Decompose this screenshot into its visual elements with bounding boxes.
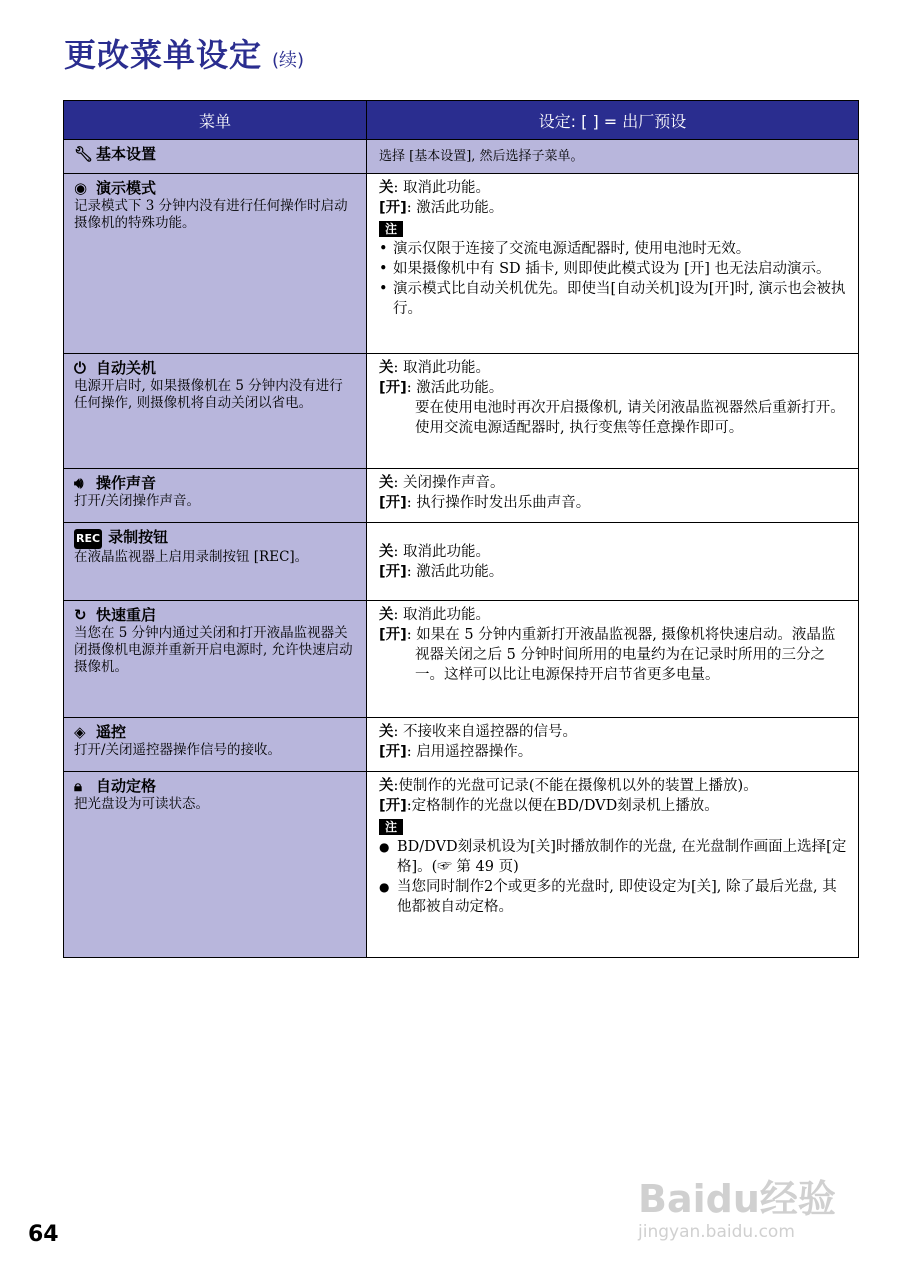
option-off-text: : 取消此功能。 <box>393 543 490 560</box>
speaker-icon: 🔊︎ <box>74 474 84 492</box>
table-row <box>64 354 859 469</box>
menu-title-basic: 基本设置 <box>96 145 157 163</box>
menu-desc-sound: 打开/关闭操作声音。 <box>74 493 201 509</box>
option-off-key: 关 <box>379 778 394 794</box>
menu-title-finalize: 自动定格 <box>96 777 157 795</box>
option-off-text: : 取消此功能。 <box>393 360 490 376</box>
page-title: 更改菜单设定 <box>64 36 263 74</box>
option-on-key: [开] <box>379 495 407 511</box>
menu-title-sound: 操作声音 <box>96 474 157 492</box>
option-off-key: 关 <box>379 180 394 196</box>
menu-cell-autopower <box>64 354 367 469</box>
option-off-key: 关 <box>379 543 394 560</box>
setting-cell-sound <box>367 469 859 523</box>
setting-cell-basic <box>367 140 859 174</box>
option-on-text: : 执行操作时发出乐曲声音。 <box>406 495 591 511</box>
menu-cell-rec <box>64 523 367 601</box>
page-number: 64 <box>28 1222 59 1247</box>
setting-cell-remote <box>367 718 859 772</box>
wrench-icon: 🔧︎ <box>74 145 94 163</box>
demo-icon: ◉ <box>74 179 88 197</box>
menu-title-autopower: 自动关机 <box>96 359 157 377</box>
menu-desc-demo: 记录模式下 3 分钟内没有进行任何操作时启动摄像机的特殊功能。 <box>74 198 348 231</box>
menu-title-quick: 快速重启 <box>96 606 157 624</box>
watermark-logo: Baidu经验 <box>638 1177 836 1221</box>
menu-settings-table <box>63 100 859 958</box>
option-off-text: : 取消此功能。 <box>393 180 490 196</box>
watermark-url: jingyan.baidu.com <box>638 1222 795 1242</box>
setting-cell-quick <box>367 601 859 718</box>
option-off-text: :使制作的光盘可记录(不能在摄像机以外的装置上播放)。 <box>393 778 758 794</box>
menu-title-rec: 录制按钮 <box>108 528 169 546</box>
option-on-key: [开] <box>379 627 407 643</box>
option-on-key: [开] <box>379 380 407 396</box>
menu-cell-basic <box>64 140 367 174</box>
menu-title-remote: 遥控 <box>96 723 127 741</box>
setting-cell-rec <box>367 523 859 601</box>
list-item: • 如果摄像机中有 SD 插卡, 则即使此模式设为 [开] 也无法启动演示。 <box>379 259 848 279</box>
menu-cell-finalize <box>64 772 367 958</box>
option-on-key: [开] <box>379 798 407 814</box>
option-on-text: : 如果在 5 分钟内重新打开液晶监视器, 摄像机将快速启动。液晶监视器关闭之后 5 分钟时间所用的电量约为在记录时所用的三分之一。这样可以比让电源保持开启节省更多电量。 <box>406 627 836 683</box>
notes-list <box>379 239 848 319</box>
menu-desc-remote: 打开/关闭遥控器操作信号的接收。 <box>74 742 282 758</box>
table-row <box>64 140 859 174</box>
list-item: • 演示模式比自动关机优先。即使当[自动关机]设为[开]时, 演示也会被执行。 <box>379 279 848 319</box>
option-on-key: [开] <box>379 744 407 760</box>
list-item: ● BD/DVD刻录机设为[关]时播放制作的光盘, 在光盘制作画面上选择[定格]。(☞ 第 49 页) <box>379 837 848 877</box>
watermark <box>630 1140 860 1250</box>
notes-list <box>379 837 848 917</box>
menu-cell-quick <box>64 601 367 718</box>
option-off-text: : 不接收来自遥控器的信号。 <box>393 724 577 740</box>
rec-icon: REC <box>74 529 102 549</box>
setting-cell-autopower <box>367 354 859 469</box>
menu-desc-autopower: 电源开启时, 如果摄像机在 5 分钟内没有进行任何操作, 则摄像机将自动关闭以省电。 <box>74 378 343 411</box>
option-off-key: 关 <box>379 475 394 491</box>
option-on-text: : 激活此功能。 <box>406 200 504 216</box>
menu-title-demo: 演示模式 <box>96 179 157 197</box>
remote-icon: ◈ <box>74 723 86 741</box>
table-row <box>64 174 859 354</box>
option-on-text: : 激活此功能。 <box>406 563 504 580</box>
setting-cell-demo <box>367 174 859 354</box>
menu-desc-quick: 当您在 5 分钟内通过关闭和打开液晶监视器关闭摄像机电源并重新开启电源时, 允许快速启动摄像机。 <box>74 625 353 675</box>
option-off-key: 关 <box>379 724 394 740</box>
page-title-suffix: (续) <box>272 50 305 71</box>
menu-desc-rec: 在液晶监视器上启用录制按钮 [REC]。 <box>74 549 309 565</box>
option-on-text: : 激活此功能。 <box>406 380 504 396</box>
auto-power-icon: ⏻ <box>74 359 86 377</box>
header-setting: 设定: [ ] = 出厂预设 <box>367 101 859 140</box>
table-row <box>64 601 859 718</box>
page-title-block <box>64 30 304 76</box>
option-off-text: : 关闭操作声音。 <box>393 475 505 491</box>
option-off-key: 关 <box>379 360 394 376</box>
note-label: 注 <box>379 819 403 835</box>
option-off-text: : 取消此功能。 <box>393 607 490 623</box>
setting-cell-finalize <box>367 772 859 958</box>
finalize-icon: 🔒︎ <box>74 777 82 795</box>
note-label: 注 <box>379 221 403 237</box>
table-header-row <box>64 101 859 140</box>
quick-restart-icon: ↻ <box>74 606 87 624</box>
list-item: ● 当您同时制作2个或更多的光盘时, 即使设定为[关], 除了最后光盘, 其他都被自动定格。 <box>379 877 848 917</box>
table-row <box>64 718 859 772</box>
menu-cell-remote <box>64 718 367 772</box>
table-row <box>64 469 859 523</box>
list-item: • 演示仅限于连接了交流电源适配器时, 使用电池时无效。 <box>379 239 848 259</box>
menu-cell-sound <box>64 469 367 523</box>
header-menu: 菜单 <box>64 101 367 140</box>
setting-text-basic: 选择 [基本设置], 然后选择子菜单。 <box>379 148 584 164</box>
setting-extra-autopower: 要在使用电池时再次开启摄像机, 请关闭液晶监视器然后重新打开。使用交流电源适配器时, 执行变焦等任意操作即可。 <box>415 400 845 436</box>
option-on-key: [开] <box>379 200 407 216</box>
option-on-text: :定格制作的光盘以便在BD/DVD刻录机上播放。 <box>406 798 719 814</box>
option-on-key: [开] <box>379 563 407 580</box>
menu-cell-demo <box>64 174 367 354</box>
option-off-key: 关 <box>379 607 394 623</box>
table-row <box>64 772 859 958</box>
table-row <box>64 523 859 601</box>
option-on-text: : 启用遥控器操作。 <box>406 744 533 760</box>
menu-desc-finalize: 把光盘设为可读状态。 <box>74 796 209 812</box>
